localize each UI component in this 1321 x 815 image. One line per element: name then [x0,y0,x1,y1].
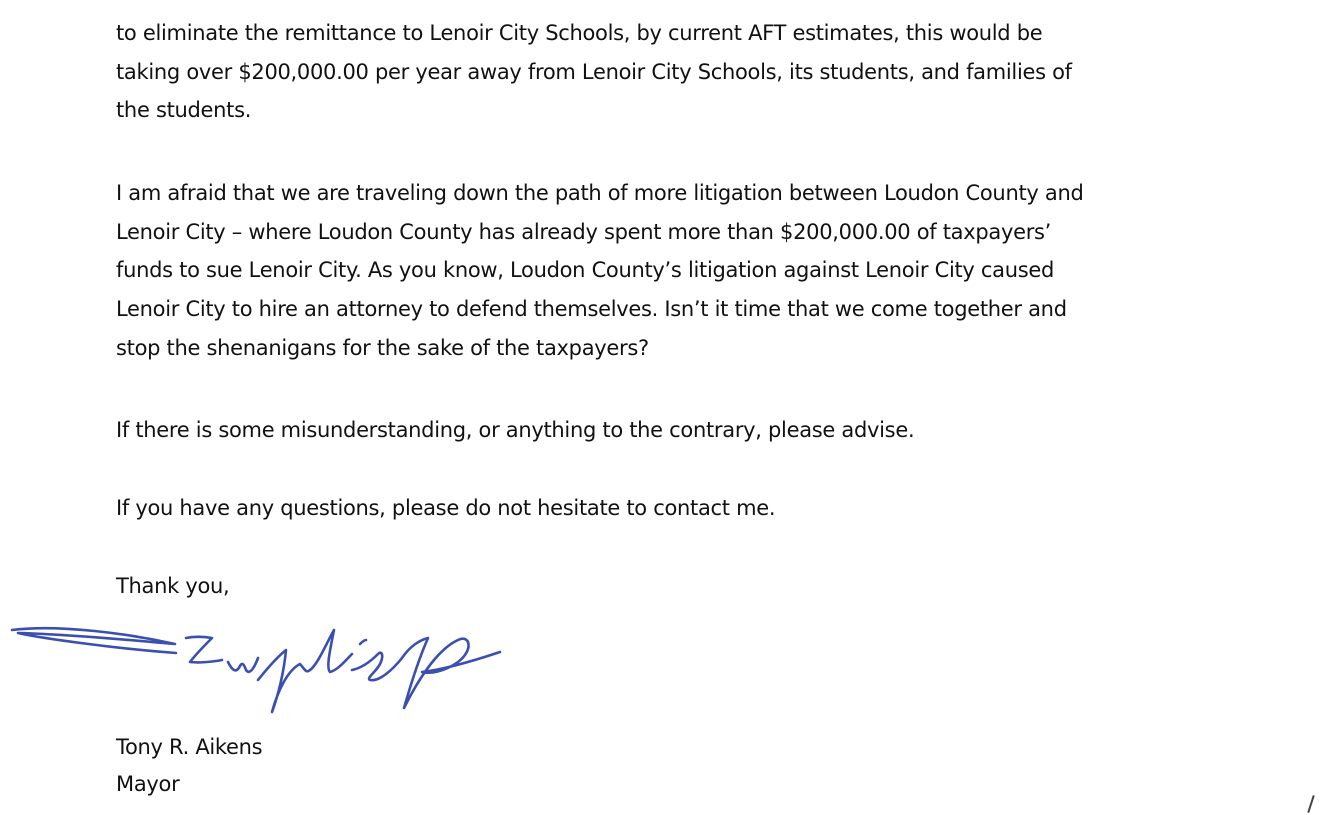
signer-title: Mayor [116,772,180,796]
closing-text: Thank you, [116,574,230,598]
paragraph-3: If there is some misunderstanding, or anything to the contrary, please advise. [116,418,915,442]
signer-name: Tony R. Aikens [116,735,263,759]
paragraph-2-line-4: Lenoir City to hire an attorney to defend themselves. Isn’t it time that we come together and [116,297,1067,321]
scan-edge-mark [1307,795,1314,813]
paragraph-2-line-1: I am afraid that we are traveling down the path of more litigation between Loudon County and [116,181,1084,205]
paragraph-2-line-5: stop the shenanigans for the sake of the taxpayers? [116,336,649,360]
paragraph-1-line-3: the students. [116,98,252,122]
handwritten-signature [0,610,520,730]
paragraph-4: If you have any questions, please do not hesitate to contact me. [116,496,776,520]
paragraph-1-line-2: taking over $200,000.00 per year away from Lenoir City Schools, its students, and families of [116,60,1072,84]
paragraph-2-line-2: Lenoir City – where Loudon County has already spent more than $200,000.00 of taxpayers’ [116,220,1052,244]
paragraph-1-line-1: to eliminate the remittance to Lenoir City Schools, by current AFT estimates, this would be [116,21,1043,45]
paragraph-2-line-3: funds to sue Lenoir City. As you know, Loudon County’s litigation against Lenoir City caused [116,258,1055,282]
